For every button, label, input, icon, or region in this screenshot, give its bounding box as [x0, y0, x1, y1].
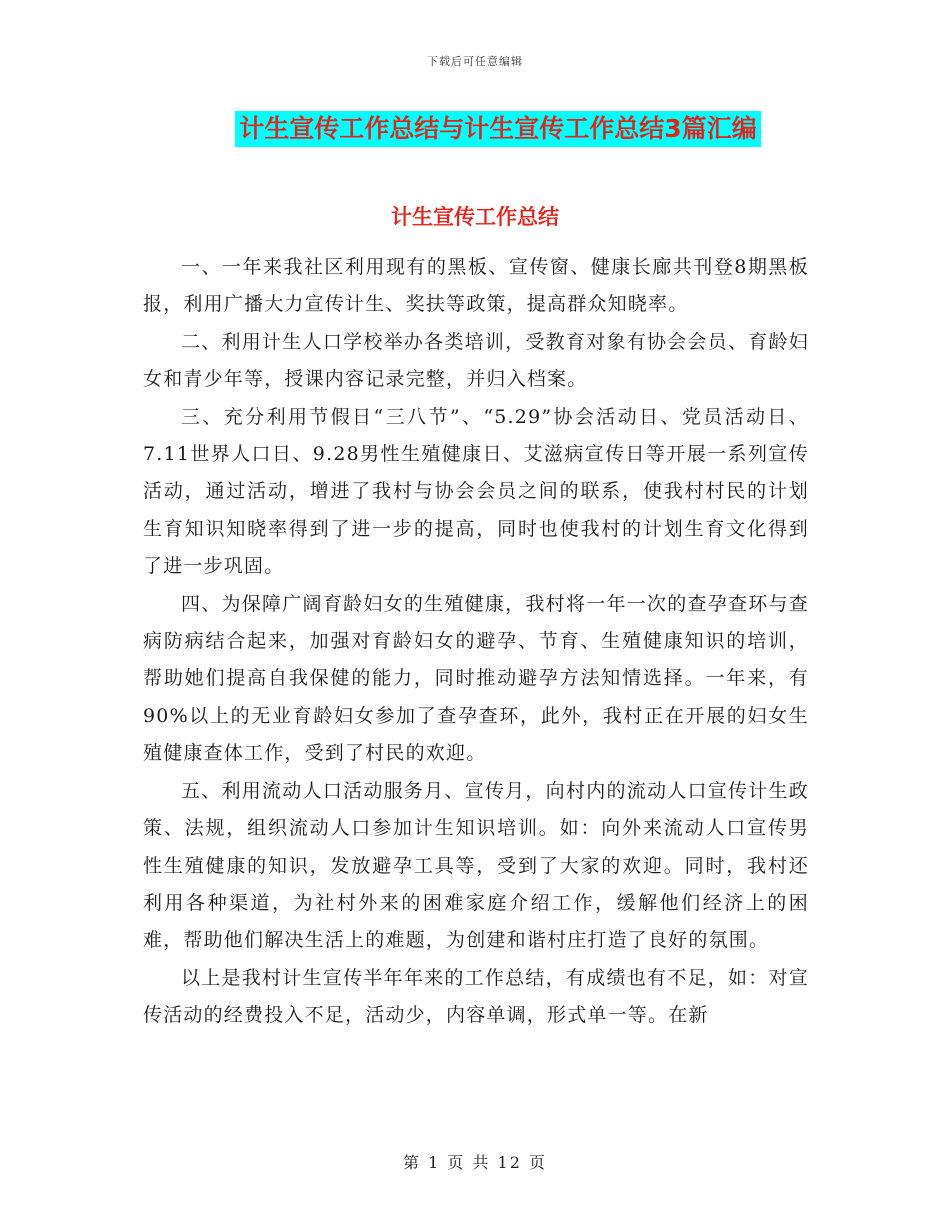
- main-title-wrap: [0, 111, 950, 147]
- paragraph-3: 三、充分利用节假日“三八节”、“5.29”协会活动日、党员活动日、7.11世界人口日、9.28男性生殖健康日、艾滋病宣传日等开展一系列宣传活动，通过活动，增进了我村与协会会员之间的联系，使我村村民的计划生育知识知晓率得到了进一步的提高，同时也使我村的计划生育文化得到了进一步巩固。: [143, 405, 809, 578]
- header-note: 下载后可任意编辑: [427, 55, 523, 68]
- paragraph-2: 二、利用计生人口学校举办各类培训，受教育对象有协会会员、育龄妇女和青少年等，授课内容记录完整，并归入档案。: [143, 330, 809, 391]
- document-body: [143, 249, 809, 1035]
- section-title: 计生宣传工作总结: [391, 205, 559, 229]
- paragraph-5: 五、利用流动人口活动服务月、宣传月，向村内的流动人口宣传计生政策、法规，组织流动人口参加计生知识培训。如：向外来流动人口宣传男性生殖健康的知识，发放避孕工具等，受到了大家的欢迎。同时，我村还利用各种渠道，为社村外来的困难家庭介绍工作，缓解他们经济上的困难，帮助他们解决生活上的难题，为创建和谐村庄打造了良好的氛围。: [143, 779, 809, 952]
- paragraph-6: 以上是我村计生宣传半年年来的工作总结，有成绩也有不足，如：对宣传活动的经费投入不足，活动少，内容单调，形式单一等。在新: [143, 966, 809, 1027]
- page-footer: 第 1 页 共 12 页: [403, 1153, 547, 1172]
- paragraph-4: 四、为保障广阔育龄妇女的生殖健康，我村将一年一次的查孕查环与查病防病结合起来，加强对育龄妇女的避孕、节育、生殖健康知识的培训，帮助她们提高自我保健的能力，同时推动避孕方法知情选择。一年来，有90%以上的无业育龄妇女参加了查孕查环，此外，我村正在开展的妇女生殖健康查体工作，受到了村民的欢迎。: [143, 592, 809, 765]
- main-title: 计生宣传工作总结与计生宣传工作总结3篇汇编: [235, 111, 760, 147]
- paragraph-1: 一、一年来我社区利用现有的黑板、宣传窗、健康长廊共刊登8期黑板报，利用广播大力宣传计生、奖扶等政策，提高群众知晓率。: [143, 256, 809, 316]
